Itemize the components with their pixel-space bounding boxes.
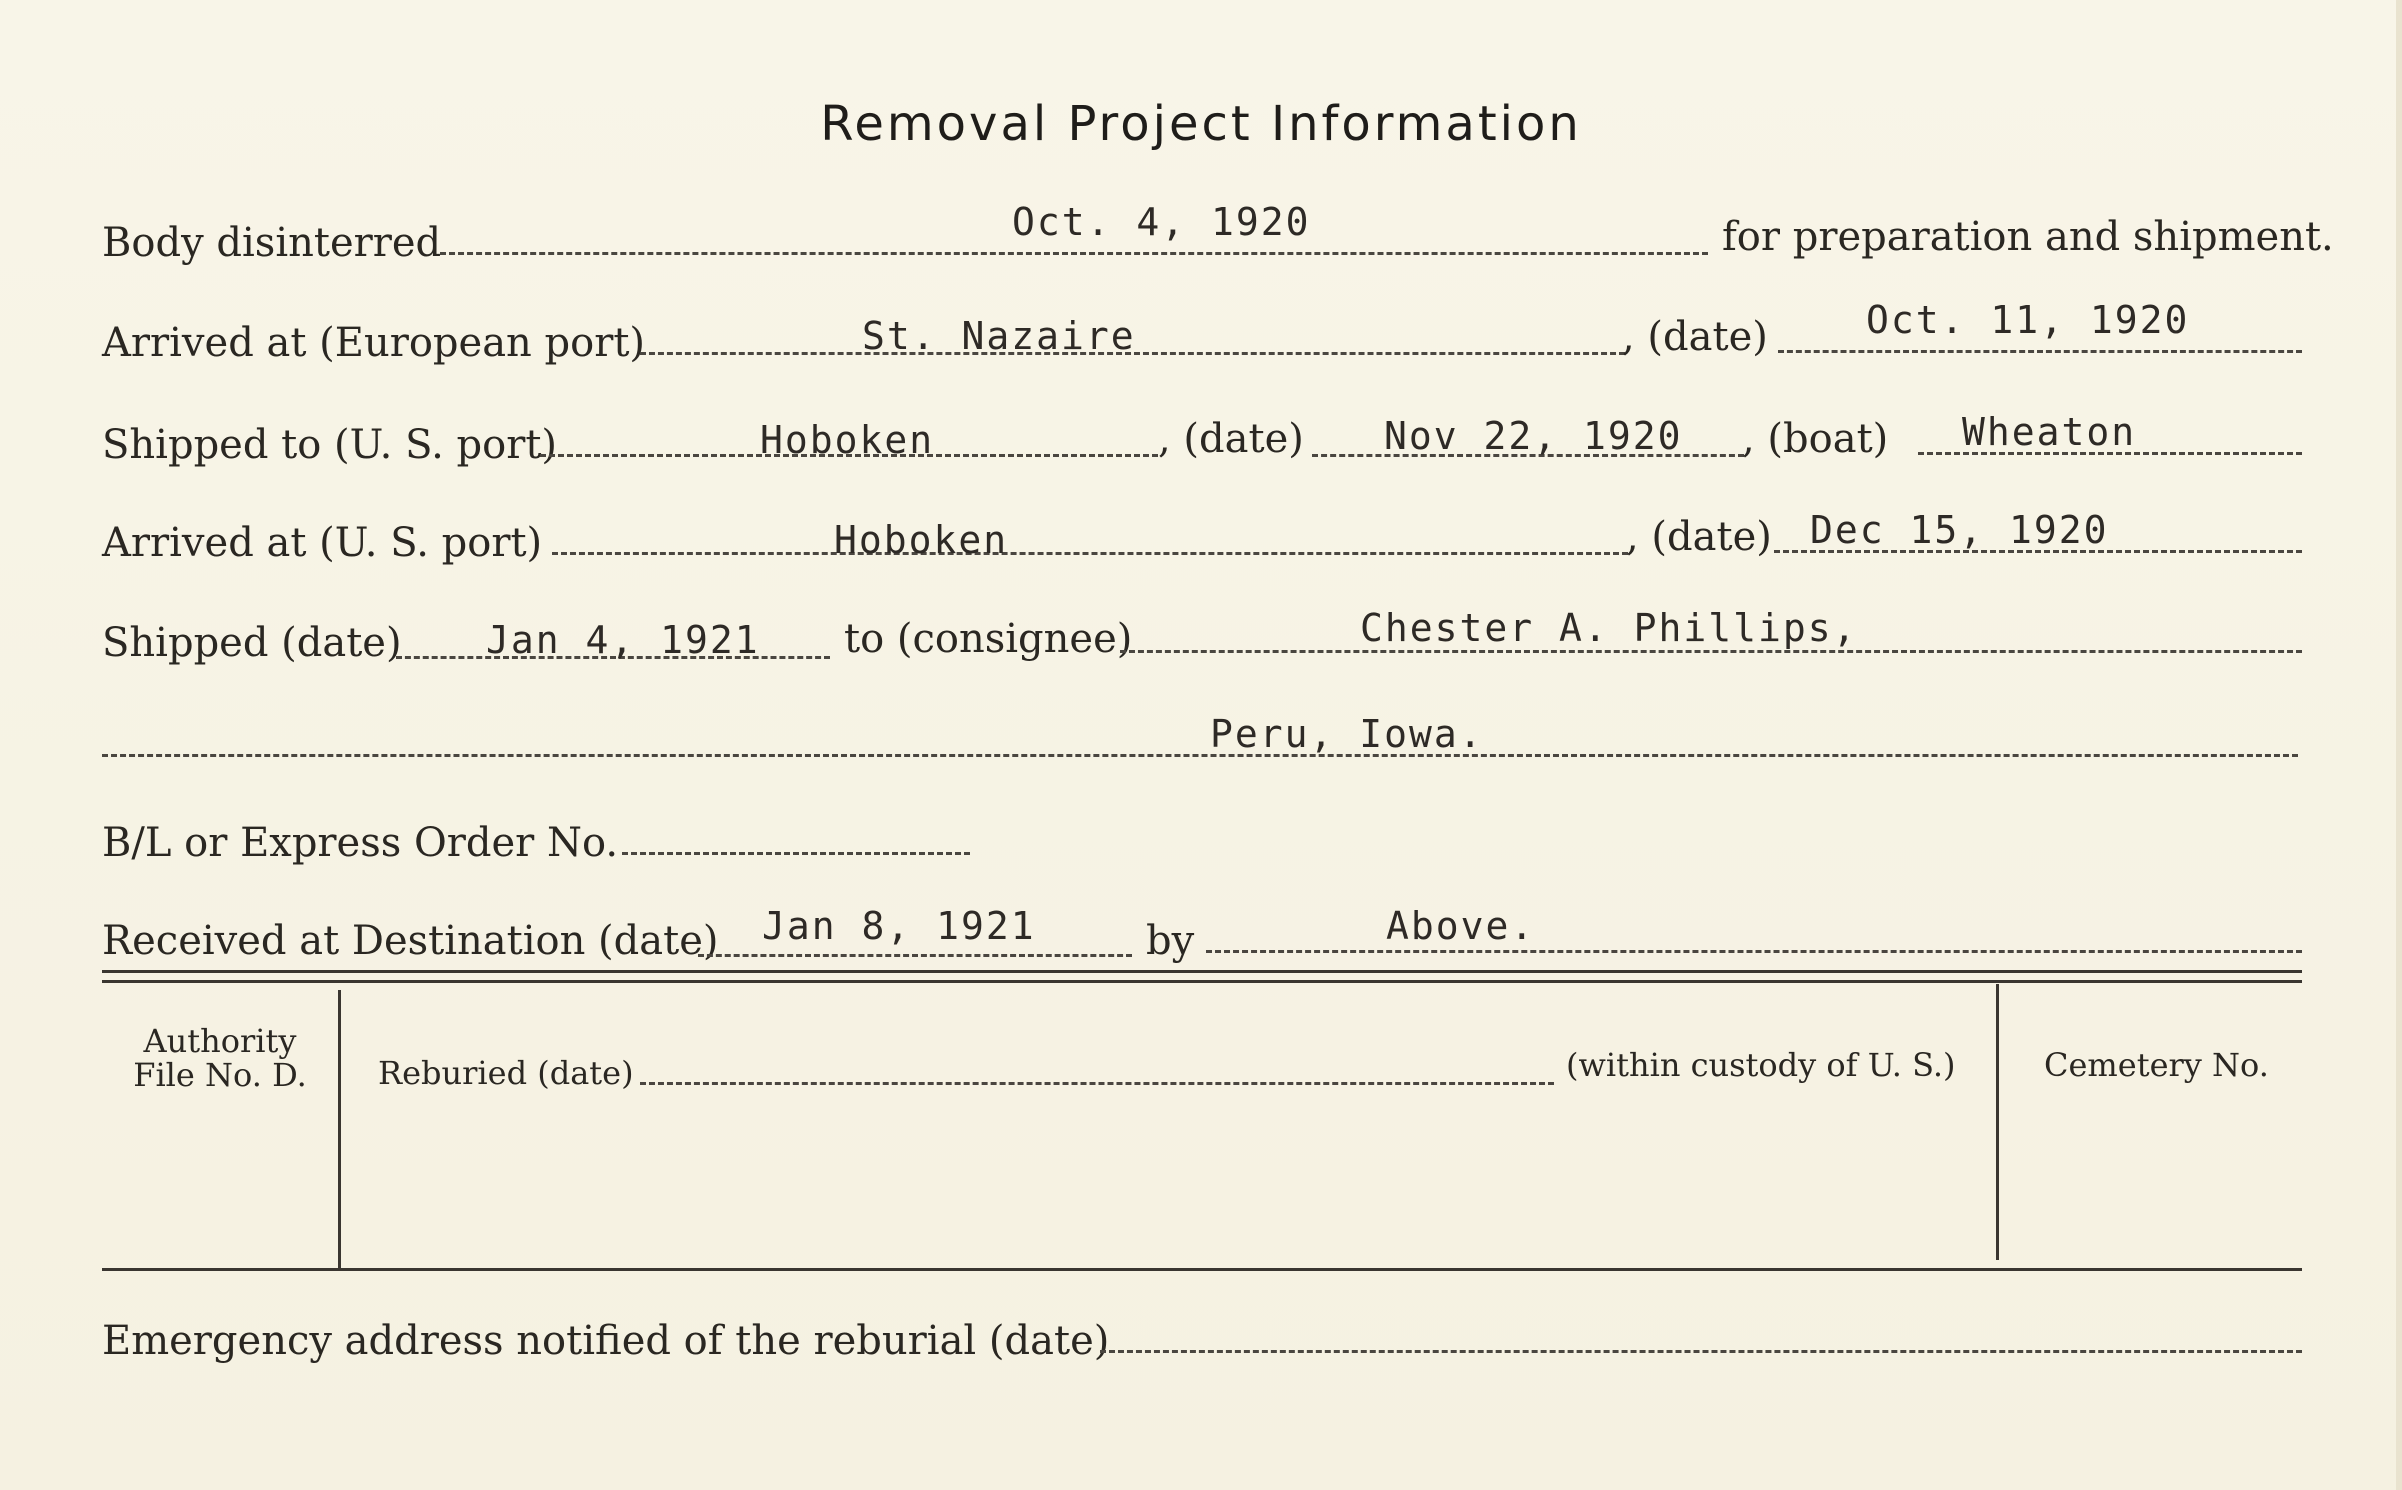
- table-bottom-rule: [102, 1268, 2302, 1271]
- reburied-date-label: Reburied (date): [378, 1054, 634, 1092]
- european-port-label: Arrived at (European port): [102, 320, 646, 366]
- card-title: Removal Project Information: [820, 96, 1582, 152]
- emergency-address-label: Emergency address notified of the reburial (date): [102, 1318, 1110, 1364]
- table-top-rule-2: [102, 980, 2302, 983]
- authority-label: Authority: [143, 1022, 297, 1060]
- european-port-date: Oct. 11, 1920: [1866, 298, 2190, 342]
- consignee-line-2: [102, 754, 2298, 757]
- us-port-shipped-value: Hoboken: [760, 418, 935, 462]
- shipped-date-label: Shipped (date): [102, 620, 402, 666]
- us-port-shipped-label: Shipped to (U. S. port): [102, 422, 557, 468]
- received-date-label: Received at Destination (date): [102, 918, 719, 964]
- received-date-line: [698, 954, 1132, 957]
- consignee-value: Chester A. Phillips,: [1360, 606, 1858, 650]
- body-disinterred-value: Oct. 4, 1920: [1012, 200, 1311, 244]
- body-disinterred-label: Body disinterred: [102, 220, 442, 266]
- body-disinterred-suffix: for preparation and shipment.: [1722, 214, 2334, 260]
- received-by-line: [1206, 950, 2302, 953]
- european-port-date-line: [1778, 350, 2302, 353]
- european-port-value: St. Nazaire: [862, 314, 1136, 358]
- european-port-date-label: , (date): [1622, 314, 1768, 360]
- order-number-label: B/L or Express Order No.: [102, 820, 619, 866]
- boat-value: Wheaton: [1962, 410, 2137, 454]
- custody-label: (within custody of U. S.): [1566, 1046, 1956, 1084]
- boat-label: , (boat): [1742, 416, 1889, 462]
- file-number-label: File No. D.: [133, 1056, 307, 1094]
- table-top-rule: [102, 970, 2302, 973]
- consignee-address: Peru, Iowa.: [1210, 712, 1484, 756]
- emergency-address-line: [1100, 1350, 2302, 1353]
- received-by-label: by: [1146, 918, 1195, 964]
- body-disinterred-line: [440, 252, 1708, 255]
- consignee-label: to (consignee): [844, 616, 1133, 662]
- us-port-arrived-label: Arrived at (U. S. port): [102, 520, 543, 566]
- us-port-arrived-line: [552, 552, 1628, 555]
- us-port-shipped-date-label: , (date): [1158, 416, 1304, 462]
- received-by-value: Above.: [1386, 904, 1536, 948]
- table-divider-left: [338, 990, 341, 1268]
- us-port-shipped-date: Nov 22, 1920: [1384, 414, 1683, 458]
- us-port-arrived-value: Hoboken: [834, 518, 1009, 562]
- shipped-date-value: Jan 4, 1921: [486, 618, 760, 662]
- reburied-date-line: [640, 1082, 1554, 1085]
- consignee-line: [1120, 650, 2302, 653]
- us-port-arrived-date-label: , (date): [1626, 514, 1772, 560]
- received-date-value: Jan 8, 1921: [762, 904, 1036, 948]
- us-port-arrived-date: Dec 15, 1920: [1810, 508, 2109, 552]
- table-divider-right: [1996, 984, 1999, 1260]
- cemetery-number-label: Cemetery No.: [2044, 1046, 2269, 1084]
- order-number-line: [622, 852, 970, 855]
